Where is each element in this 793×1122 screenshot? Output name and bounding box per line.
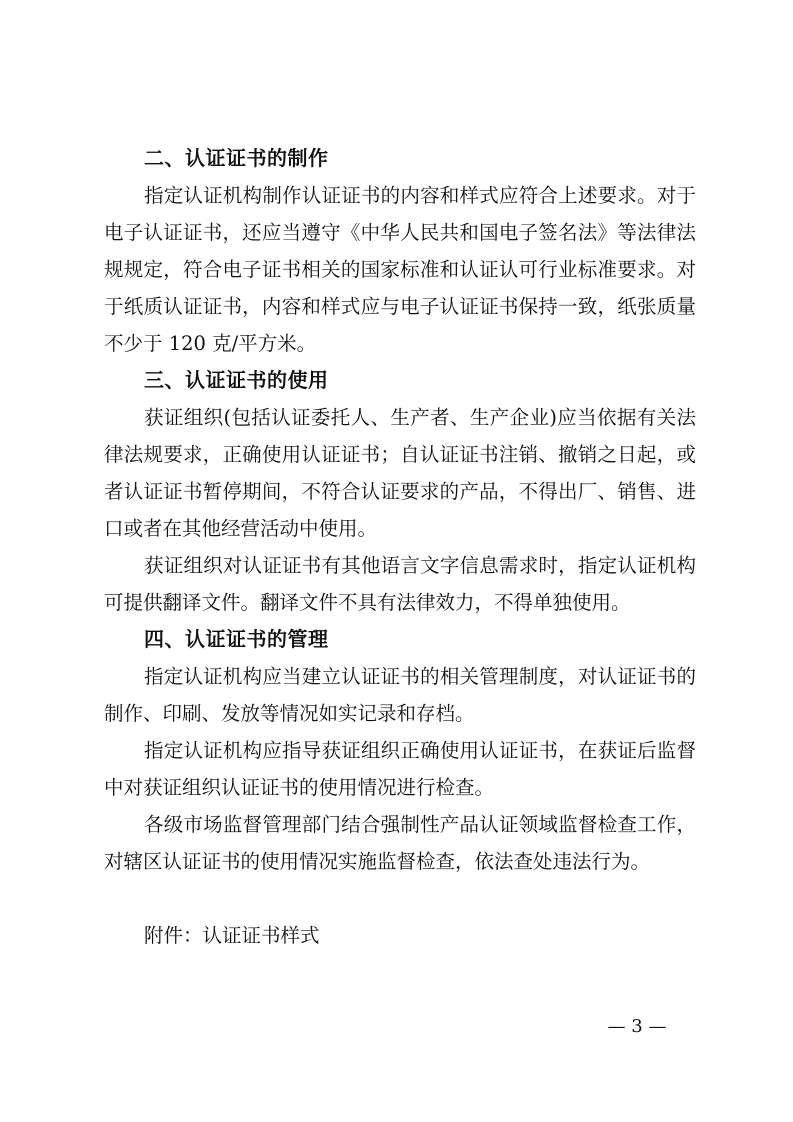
page-number: — 3 — <box>607 1016 667 1037</box>
attachment-note: 附件：认证证书样式 <box>144 924 320 947</box>
body-paragraph: 指定认证机构制作认证证书的内容和样式应符合上述要求。对于电子认证证书，还应当遵守《中华人民共和国电子签名法》等法律法规规定，符合电子证书相关的国家标准和认证认可行业标准要求。对于纸质认证证书，内容和样式应与电子认证证书保持一致，纸张质量不少于 120 克/平方米。 <box>104 184 696 355</box>
section-heading: 三、认证证书的使用 <box>144 368 329 392</box>
body-paragraph: 获证组织(包括认证委托人、生产者、生产企业)应当依据有关法律法规要求，正确使用认证证书；自认证证书注销、撤销之日起，或者认证证书暂停期间，不符合认证要求的产品，不得出厂、销售、进口或者在其他经营活动中使用。 <box>104 406 696 540</box>
body-paragraph: 获证组织对认证证书有其他语言文字信息需求时，指定认证机构可提供翻译文件。翻译文件不具有法律效力，不得单独使用。 <box>104 554 696 614</box>
body-paragraph: 指定认证机构应当建立认证证书的相关管理制度，对认证证书的制作、印刷、发放等情况如实记录和存档。 <box>104 665 696 725</box>
section-certificate-use <box>104 362 696 621</box>
section-heading: 四、认证证书的管理 <box>144 627 329 651</box>
section-certificate-production <box>104 140 696 362</box>
spacer <box>104 880 696 917</box>
body-paragraph: 各级市场监督管理部门结合强制性产品认证领域监督检查工作，对辖区认证证书的使用情况实施监督检查，依法查处违法行为。 <box>104 813 696 873</box>
section-certificate-management <box>104 621 696 880</box>
section-heading: 二、认证证书的制作 <box>144 146 329 170</box>
body-paragraph: 指定认证机构应指导获证组织正确使用认证证书，在获证后监督中对获证组织认证证书的使用情况进行检查。 <box>104 739 696 799</box>
document-body <box>104 140 696 954</box>
